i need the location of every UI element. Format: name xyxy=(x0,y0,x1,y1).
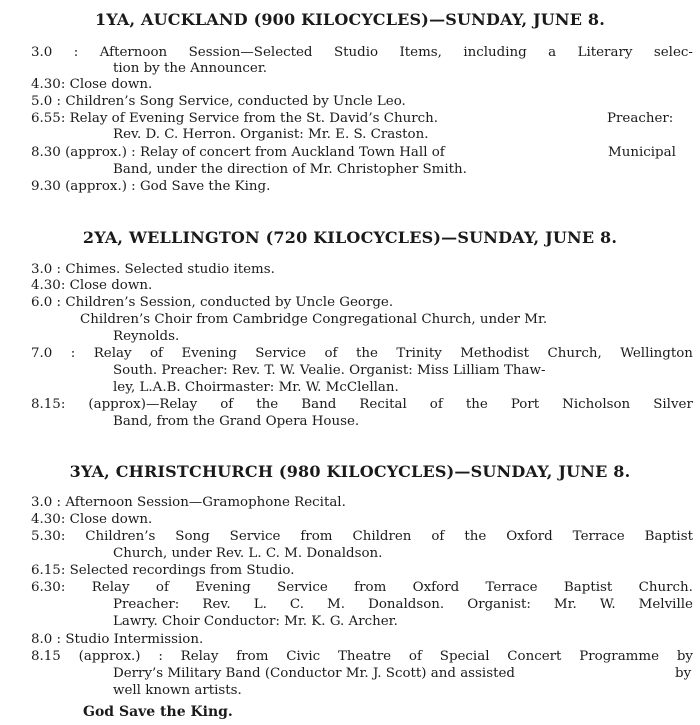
word: Oxford xyxy=(506,529,553,544)
word: the xyxy=(464,529,487,544)
word: Melville xyxy=(638,597,693,612)
word: Programme xyxy=(579,649,659,664)
word: (approx)—Relay xyxy=(88,397,198,412)
word: Church, xyxy=(547,346,602,361)
word: Relay xyxy=(180,649,219,664)
programme-line xyxy=(31,529,693,545)
word: Items, xyxy=(399,45,442,60)
programme-line xyxy=(31,397,693,413)
word: of xyxy=(324,346,338,361)
word: : xyxy=(158,649,163,664)
word: (approx.) xyxy=(78,649,141,664)
word: Wellington xyxy=(620,346,693,361)
word: 5.30: xyxy=(31,529,66,544)
programme-line: Band, under the direction of Mr. Christopher Smith. xyxy=(113,162,467,177)
word: a xyxy=(548,45,557,60)
programme-line xyxy=(113,597,693,613)
word: Baptist xyxy=(644,529,693,544)
closing-line: God Save the King. xyxy=(83,704,233,720)
programme-line: Church, under Rev. L. C. M. Donaldson. xyxy=(113,546,383,561)
word: Relay xyxy=(93,346,132,361)
programme-line: ley, L.A.B. Choirmaster: Mr. W. McClellan. xyxy=(113,380,399,395)
word: Studio xyxy=(333,45,379,60)
word: Service xyxy=(277,580,328,595)
word: W. xyxy=(599,597,616,612)
word: 3.0 xyxy=(31,45,53,60)
word: Nicholson xyxy=(562,397,631,412)
word: Literary xyxy=(577,45,633,60)
word: the xyxy=(355,346,378,361)
word: : xyxy=(73,45,79,60)
programme-line: 6.55: Relay of Evening Service from the St. David’s Church. xyxy=(31,111,439,126)
word: from xyxy=(354,580,387,595)
word: Special xyxy=(439,649,490,664)
word: 8.15 xyxy=(31,649,61,664)
programme-line xyxy=(31,346,693,362)
programme-line: Children’s Choir from Cambridge Congregational Church, under Mr. xyxy=(80,312,548,327)
word: Recital xyxy=(359,397,407,412)
word: Methodist xyxy=(460,346,530,361)
word: Afternoon xyxy=(99,45,168,60)
word: 6.30: xyxy=(31,580,66,595)
word: Concert xyxy=(507,649,562,664)
programme-line: 3.0 : Afternoon Session—Gramophone Recital. xyxy=(31,495,346,510)
word: Donaldson. xyxy=(368,597,445,612)
programme-line xyxy=(31,45,693,61)
word: Children xyxy=(352,529,412,544)
word: Preacher: xyxy=(113,597,180,612)
word: 8.15: xyxy=(31,397,66,412)
word: from xyxy=(236,649,269,664)
word: Terrace xyxy=(572,529,625,544)
word: by xyxy=(676,649,693,664)
programme-line: 4.30: Close down. xyxy=(31,278,153,293)
word: Organist: xyxy=(467,597,531,612)
word: Children’s xyxy=(85,529,156,544)
word: Baptist xyxy=(563,580,613,595)
word: L. xyxy=(253,597,267,612)
programme-line xyxy=(31,649,693,665)
programme-line: Band, from the Grand Opera House. xyxy=(113,414,360,429)
programme-line: 6.15: Selected recordings from Studio. xyxy=(31,563,295,578)
word: Service xyxy=(255,346,307,361)
programme-line: Reynolds. xyxy=(113,329,180,344)
section-heading-christchurch: 3YA, CHRISTCHURCH (980 KILOCYCLES)—SUNDAY, JUNE 8. xyxy=(69,462,631,481)
programme-line: South. Preacher: Rev. T. W. Vealie. Organist: Miss Lilliam Thaw- xyxy=(113,363,546,378)
word: from xyxy=(300,529,333,544)
programme-line: 8.0 : Studio Intermission. xyxy=(31,632,204,647)
word: Church. xyxy=(638,580,693,595)
programme-line: 8.30 (approx.) : Relay of concert from Auckland Town Hall of xyxy=(31,145,445,160)
programme-line: 6.0 : Children’s Session, conducted by Uncle George. xyxy=(31,295,394,310)
word: the xyxy=(465,397,488,412)
programme-line: Lawry. Choir Conductor: Mr. K. G. Archer. xyxy=(113,614,398,629)
word: Evening xyxy=(195,580,251,595)
word: M. xyxy=(327,597,345,612)
programme-line: well known artists. xyxy=(113,683,242,698)
word: including xyxy=(463,45,527,60)
word: of xyxy=(429,397,443,412)
word: Trinity xyxy=(396,346,442,361)
word: of xyxy=(431,529,445,544)
programme-line: Rev. D. C. Herron. Organist: Mr. E. S. Craston. xyxy=(113,127,429,142)
programme-line: Preacher: xyxy=(607,111,674,126)
programme-line: tion by the Announcer. xyxy=(113,61,268,76)
section-heading-auckland: 1YA, AUCKLAND (900 KILOCYCLES)—SUNDAY, JUNE 8. xyxy=(94,10,606,29)
programme-line: 9.30 (approx.) : God Save the King. xyxy=(31,179,271,194)
word: Theatre xyxy=(337,649,392,664)
programme-line: 5.0 : Children’s Song Service, conducted by Uncle Leo. xyxy=(31,94,406,109)
word: Song xyxy=(175,529,210,544)
word: Mr. xyxy=(553,597,577,612)
word: Service xyxy=(229,529,281,544)
word: of xyxy=(149,346,163,361)
word: Evening xyxy=(181,346,237,361)
word: Relay xyxy=(91,580,130,595)
programme-line: 4.30: Close down. xyxy=(31,512,153,527)
word: selec- xyxy=(653,45,693,60)
word: Civic xyxy=(286,649,321,664)
programme-line: 3.0 : Chimes. Selected studio items. xyxy=(31,262,275,277)
word: : xyxy=(70,346,76,361)
programme-line: Derry’s Military Band (Conductor Mr. J. Scott) and assisted xyxy=(113,666,515,681)
word: C. xyxy=(289,597,304,612)
word: Band xyxy=(301,397,337,412)
word: Session—Selected xyxy=(188,45,313,60)
word: Silver xyxy=(653,397,693,412)
programme-line xyxy=(31,580,693,596)
word: Port xyxy=(510,397,540,412)
programme-line: Municipal xyxy=(608,145,676,160)
word: Terrace xyxy=(485,580,538,595)
word: Oxford xyxy=(412,580,460,595)
word: of xyxy=(408,649,422,664)
word: Rev. xyxy=(202,597,231,612)
programme-line: by xyxy=(675,666,692,681)
section-heading-wellington: 2YA, WELLINGTON (720 KILOCYCLES)—SUNDAY, JUNE 8. xyxy=(82,228,618,247)
word: of xyxy=(220,397,234,412)
word: of xyxy=(155,580,169,595)
programme-line: 4.30: Close down. xyxy=(31,77,153,92)
word: the xyxy=(256,397,279,412)
word: 7.0 xyxy=(31,346,53,361)
